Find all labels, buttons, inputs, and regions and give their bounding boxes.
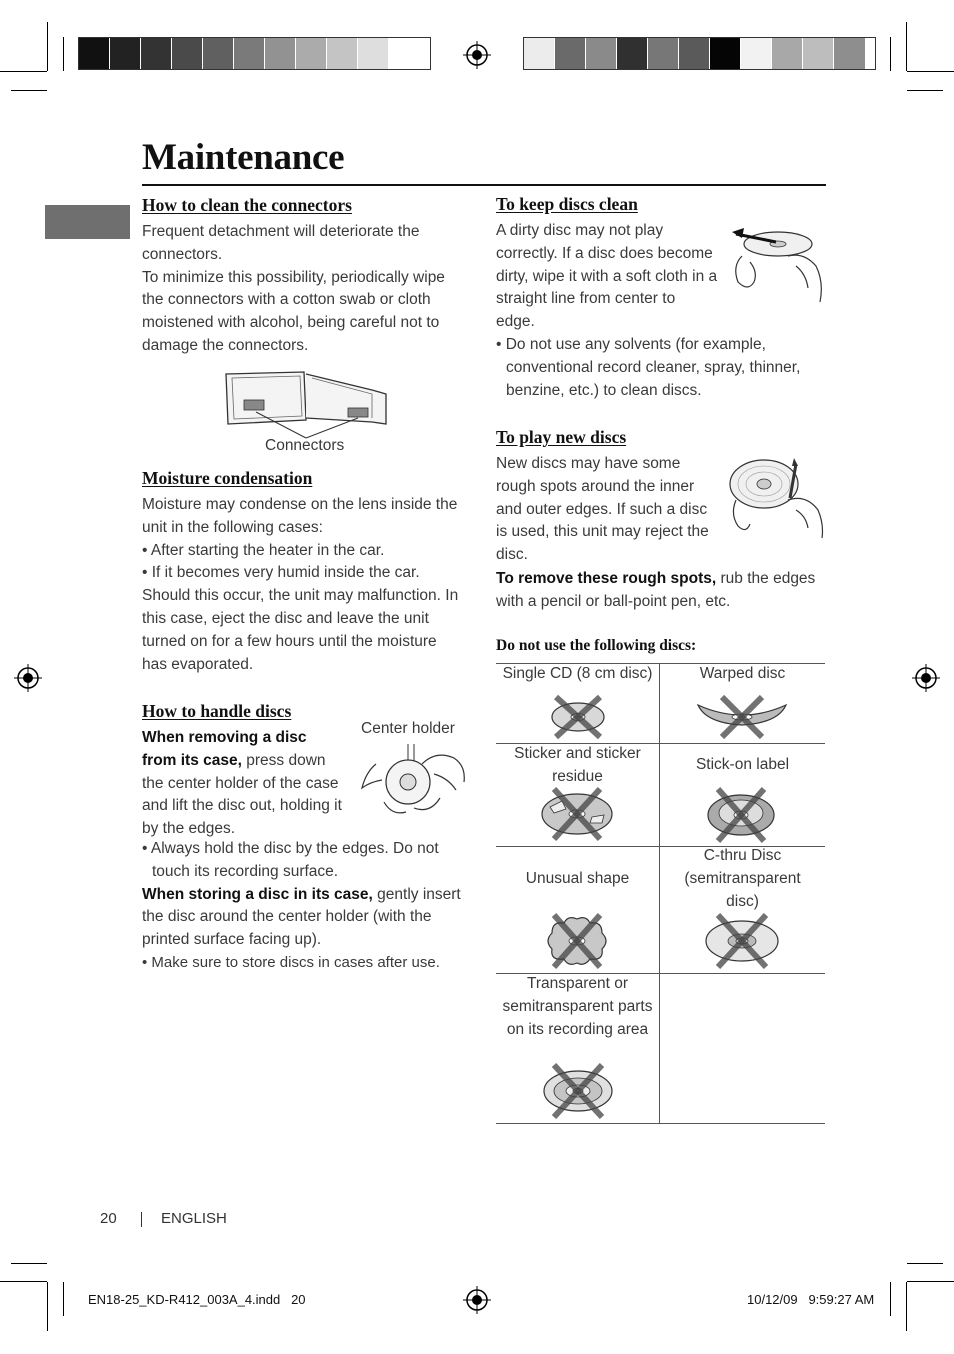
color-swatch: [110, 38, 141, 69]
cell-stick-on-label: Stick-on label: [695, 756, 790, 773]
crop-mark: [890, 37, 891, 71]
color-swatch: [617, 38, 648, 69]
color-swatch: [265, 38, 296, 69]
page-title: Maintenance: [142, 137, 345, 178]
connectors-p2: To minimize this possibility, periodically wipe the connectors with a cotton swab or cloth moistened with alcohol, being careful not to damage the connectors.: [142, 268, 445, 354]
cell-c-thru-disc: C-thru Disc (semitransparent disc): [684, 847, 801, 910]
connectors-text: [142, 221, 464, 358]
storing-bold: When storing a disc in its case,: [142, 885, 373, 903]
color-swatch: [555, 38, 586, 69]
moisture-intro: Moisture may condense on the lens inside the unit in the following cases:: [142, 496, 458, 536]
handle-bullet-2: • Make sure to store discs in cases after use.: [142, 953, 440, 971]
clean-text: A dirty disc may not play correctly. If a disc does become dirty, wipe it with a soft cloth in a straight line from center to edge.: [496, 222, 718, 331]
crop-mark: [907, 1263, 943, 1264]
crop-mark: [11, 1263, 47, 1264]
color-swatch: [203, 38, 234, 69]
crop-mark: [907, 90, 943, 91]
registration-mark-icon: [912, 664, 940, 692]
cell-warped-disc: Warped disc: [699, 665, 786, 682]
crop-mark: [906, 22, 907, 71]
crop-mark: [890, 1282, 891, 1316]
new-discs-text: New discs may have some rough spots around the inner and outer edges. If such a disc is used, this unit may reject the disc.: [496, 455, 709, 564]
removing-text: [142, 727, 342, 841]
color-swatch: [834, 38, 865, 69]
crop-mark: [63, 37, 64, 71]
color-swatch: [524, 38, 555, 69]
color-swatch: [172, 38, 203, 69]
crop-mark: [907, 1281, 954, 1282]
moisture-p: Should this occur, the unit may malfunction. In this case, eject the disc and leave the unit turned on for a few hours until the moisture has evaporated.: [142, 587, 459, 673]
crop-mark: [0, 1281, 47, 1282]
title-rule: [142, 184, 826, 186]
crop-mark: [0, 71, 47, 72]
heading-new-discs: To play new discs: [496, 427, 627, 447]
color-swatch: [79, 38, 110, 69]
color-swatch: [296, 38, 327, 69]
page-number: 20: [100, 1210, 117, 1227]
removing-text-rest: press down the center holder of the case and lift the disc out, holding it by the edges.: [142, 751, 342, 838]
warped-disc-icon: [694, 693, 790, 741]
stick-on-label-icon: [704, 787, 778, 843]
footer-divider: [141, 1212, 142, 1227]
transparent-parts-icon: [540, 1063, 616, 1119]
heading-clean-connectors: How to clean the connectors: [142, 195, 352, 215]
removing-bold: When removing a disc from its case,: [142, 729, 307, 769]
unusual-shape-icon: [544, 913, 610, 969]
color-swatch: [803, 38, 834, 69]
rough-spots-text: To remove these rough spots, rub the edges with a pencil or ball-point pen, etc.: [496, 570, 816, 610]
slug-file: EN18-25_KD-R412_003A_4.indd 20: [88, 1292, 306, 1307]
new-disc-pencil-illustration: [726, 454, 826, 540]
color-bar-left: [78, 37, 431, 70]
color-swatch: [234, 38, 265, 69]
registration-mark-icon: [14, 664, 42, 692]
color-swatch: [358, 38, 389, 69]
heading-do-not-use: Do not use the following discs:: [496, 637, 697, 654]
connectors-p1: Frequent detachment will deteriorate the connectors.: [142, 223, 420, 263]
registration-mark-icon: [463, 1286, 491, 1314]
heading-keep-clean: To keep discs clean: [496, 194, 638, 214]
color-swatch: [327, 38, 358, 69]
color-swatch: [586, 38, 617, 69]
color-swatch: [389, 38, 420, 69]
color-swatch: [141, 38, 172, 69]
center-holder-caption: Center holder: [361, 720, 455, 737]
storing-text: When storing a disc in its case, gently insert the disc around the center holder (with the printed surface facing up).: [142, 885, 461, 949]
color-swatch: [648, 38, 679, 69]
connectors-caption: Connectors: [265, 437, 345, 454]
heading-handle-discs: How to handle discs: [142, 701, 292, 721]
color-swatch: [710, 38, 741, 69]
cell-transparent-parts: Transparent or semitransparent parts on its recording area: [502, 975, 653, 1038]
handle-text: [142, 838, 464, 975]
cell-unusual-shape: Unusual shape: [525, 870, 630, 887]
cell-single-cd: Single CD (8 cm disc): [502, 665, 653, 682]
wipe-disc-illustration: [728, 222, 826, 312]
c-thru-disc-icon: [702, 913, 782, 969]
color-swatch: [679, 38, 710, 69]
rough-spots-bold: To remove these rough spots,: [496, 570, 717, 587]
connectors-illustration: [222, 368, 390, 440]
cell-sticker-residue: Sticker and sticker residue: [514, 745, 641, 785]
crop-mark: [47, 22, 48, 71]
sticker-residue-icon: [538, 787, 616, 841]
footer-language: ENGLISH: [161, 1210, 227, 1227]
registration-mark-icon: [463, 41, 491, 69]
slug-date: 10/12/09 9:59:27 AM: [747, 1292, 875, 1307]
color-swatch: [741, 38, 772, 69]
crop-mark: [47, 1282, 48, 1331]
single-cd-icon: [548, 693, 608, 741]
moisture-text: [142, 494, 464, 676]
moisture-bullet-1: • After starting the heater in the car.: [142, 541, 385, 559]
color-bar-right: [523, 37, 876, 70]
clean-bullet: • Do not use any solvents (for example, conventional record cleaner, spray, thinner, benzine, etc.) to clean discs.: [496, 336, 801, 399]
crop-mark: [907, 71, 954, 72]
center-holder-illustration: [356, 742, 468, 818]
crop-mark: [63, 1282, 64, 1316]
heading-moisture: Moisture condensation: [142, 468, 313, 488]
moisture-bullet-2: • If it becomes very humid inside the car.: [142, 564, 420, 582]
color-swatch: [772, 38, 803, 69]
handle-bullet-1: • Always hold the disc by the edges. Do not touch its recording surface.: [142, 840, 439, 880]
crop-mark: [11, 90, 47, 91]
crop-mark: [906, 1282, 907, 1331]
section-tab: [45, 205, 130, 239]
